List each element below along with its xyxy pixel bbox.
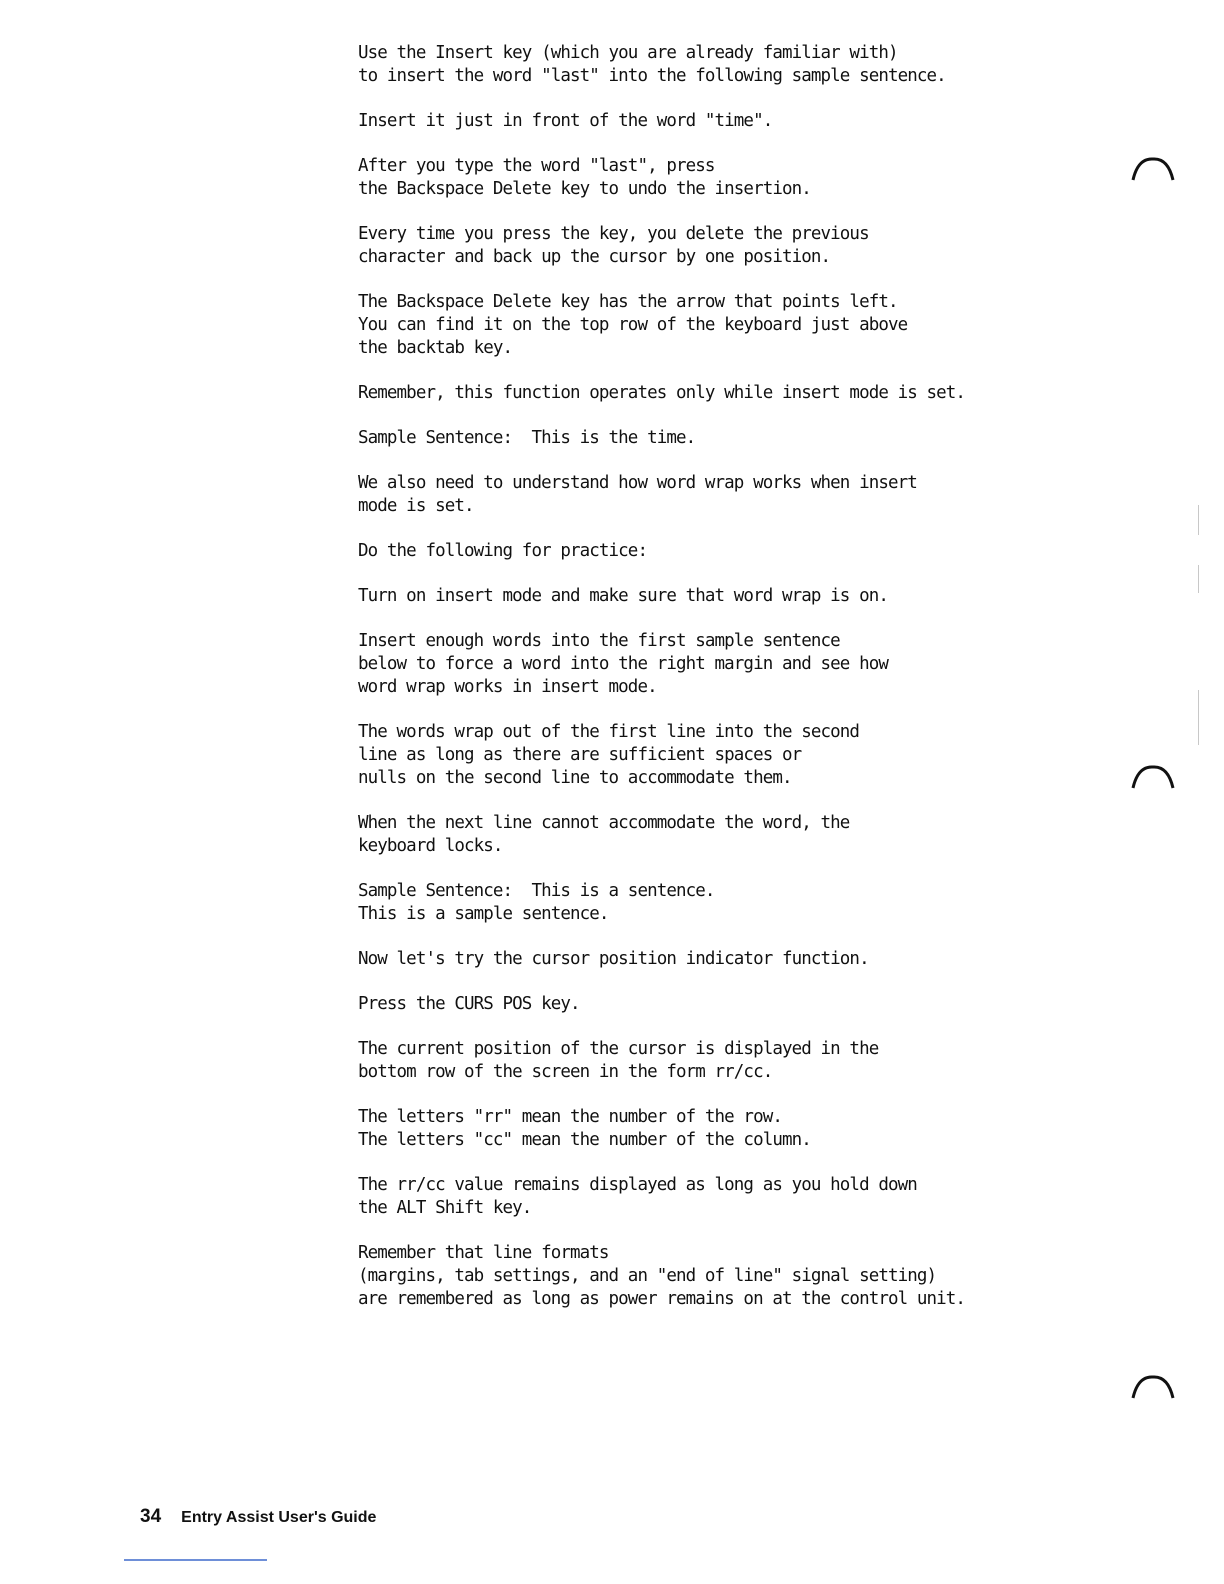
text-line: nulls on the second line to accommodate them. <box>358 768 792 788</box>
text-line: Insert enough words into the first sample sentence <box>358 631 840 651</box>
binder-hole-icon <box>1130 156 1176 182</box>
page-number: 34 <box>140 1506 162 1527</box>
paragraph <box>358 585 998 608</box>
text-line: mode is set. <box>358 496 474 516</box>
page-footer <box>140 1506 376 1528</box>
footer-rule <box>124 1559 267 1561</box>
text-line: (margins, tab settings, and an "end of line" signal setting) <box>358 1266 937 1286</box>
text-line: This is a sample sentence. <box>358 904 609 924</box>
text-line: After you type the word "last", press <box>358 156 715 176</box>
text-line: The Backspace Delete key has the arrow that points left. <box>358 292 898 312</box>
body-text <box>358 42 998 1333</box>
sample-sentence <box>358 880 998 926</box>
paragraph <box>358 472 998 518</box>
paragraph <box>358 1174 998 1220</box>
paragraph <box>358 993 998 1016</box>
text-line: We also need to understand how word wrap works when insert <box>358 473 917 493</box>
text-line: Remember that line formats <box>358 1243 609 1263</box>
text-line: Now let's try the cursor position indicator function. <box>358 949 869 969</box>
text-line: You can find it on the top row of the keyboard just above <box>358 315 908 335</box>
paragraph <box>358 382 998 405</box>
scan-edge-mark <box>1198 690 1199 745</box>
text-line: keyboard locks. <box>358 836 503 856</box>
paragraph <box>358 42 998 88</box>
text-line: the backtab key. <box>358 338 513 358</box>
paragraph <box>358 540 998 563</box>
text-line: the Backspace Delete key to undo the insertion. <box>358 179 811 199</box>
paragraph <box>358 721 998 790</box>
text-line: Sample Sentence: This is a sentence. <box>358 881 715 901</box>
text-line: word wrap works in insert mode. <box>358 677 657 697</box>
paragraph <box>358 948 998 971</box>
text-line: The rr/cc value remains displayed as long as you hold down <box>358 1175 917 1195</box>
text-line: The words wrap out of the first line into the second <box>358 722 860 742</box>
text-line: below to force a word into the right margin and see how <box>358 654 888 674</box>
binder-hole-icon <box>1130 1374 1176 1400</box>
text-line: Insert it just in front of the word "time". <box>358 111 773 131</box>
text-line: character and back up the cursor by one position. <box>358 247 831 267</box>
text-line: Every time you press the key, you delete the previous <box>358 224 869 244</box>
text-line: Sample Sentence: This is the time. <box>358 428 696 448</box>
paragraph <box>358 630 998 699</box>
binder-hole-icon <box>1130 764 1176 790</box>
paragraph <box>358 812 998 858</box>
paragraph <box>358 1106 998 1152</box>
text-line: the ALT Shift key. <box>358 1198 532 1218</box>
paragraph <box>358 1038 998 1084</box>
text-line: The letters "rr" mean the number of the row. <box>358 1107 782 1127</box>
text-line: The current position of the cursor is displayed in the <box>358 1039 879 1059</box>
text-line: Turn on insert mode and make sure that word wrap is on. <box>358 586 888 606</box>
paragraph <box>358 223 998 269</box>
text-line: The letters "cc" mean the number of the column. <box>358 1130 811 1150</box>
text-line: Remember, this function operates only while insert mode is set. <box>358 383 966 403</box>
text-line: to insert the word "last" into the following sample sentence. <box>358 66 946 86</box>
paragraph <box>358 110 998 133</box>
text-line: bottom row of the screen in the form rr/cc. <box>358 1062 773 1082</box>
text-line: Do the following for practice: <box>358 541 648 561</box>
guide-title: Entry Assist User's Guide <box>181 1509 377 1526</box>
text-line: line as long as there are sufficient spaces or <box>358 745 802 765</box>
sample-sentence <box>358 427 998 450</box>
text-line: are remembered as long as power remains on at the control unit. <box>358 1289 966 1309</box>
text-line: When the next line cannot accommodate the word, the <box>358 813 850 833</box>
paragraph <box>358 155 998 201</box>
scan-edge-mark <box>1198 505 1199 535</box>
text-line: Press the CURS POS key. <box>358 994 580 1014</box>
paragraph <box>358 291 998 360</box>
scan-edge-mark <box>1198 565 1199 593</box>
paragraph <box>358 1242 998 1311</box>
text-line: Use the Insert key (which you are already familiar with) <box>358 43 898 63</box>
